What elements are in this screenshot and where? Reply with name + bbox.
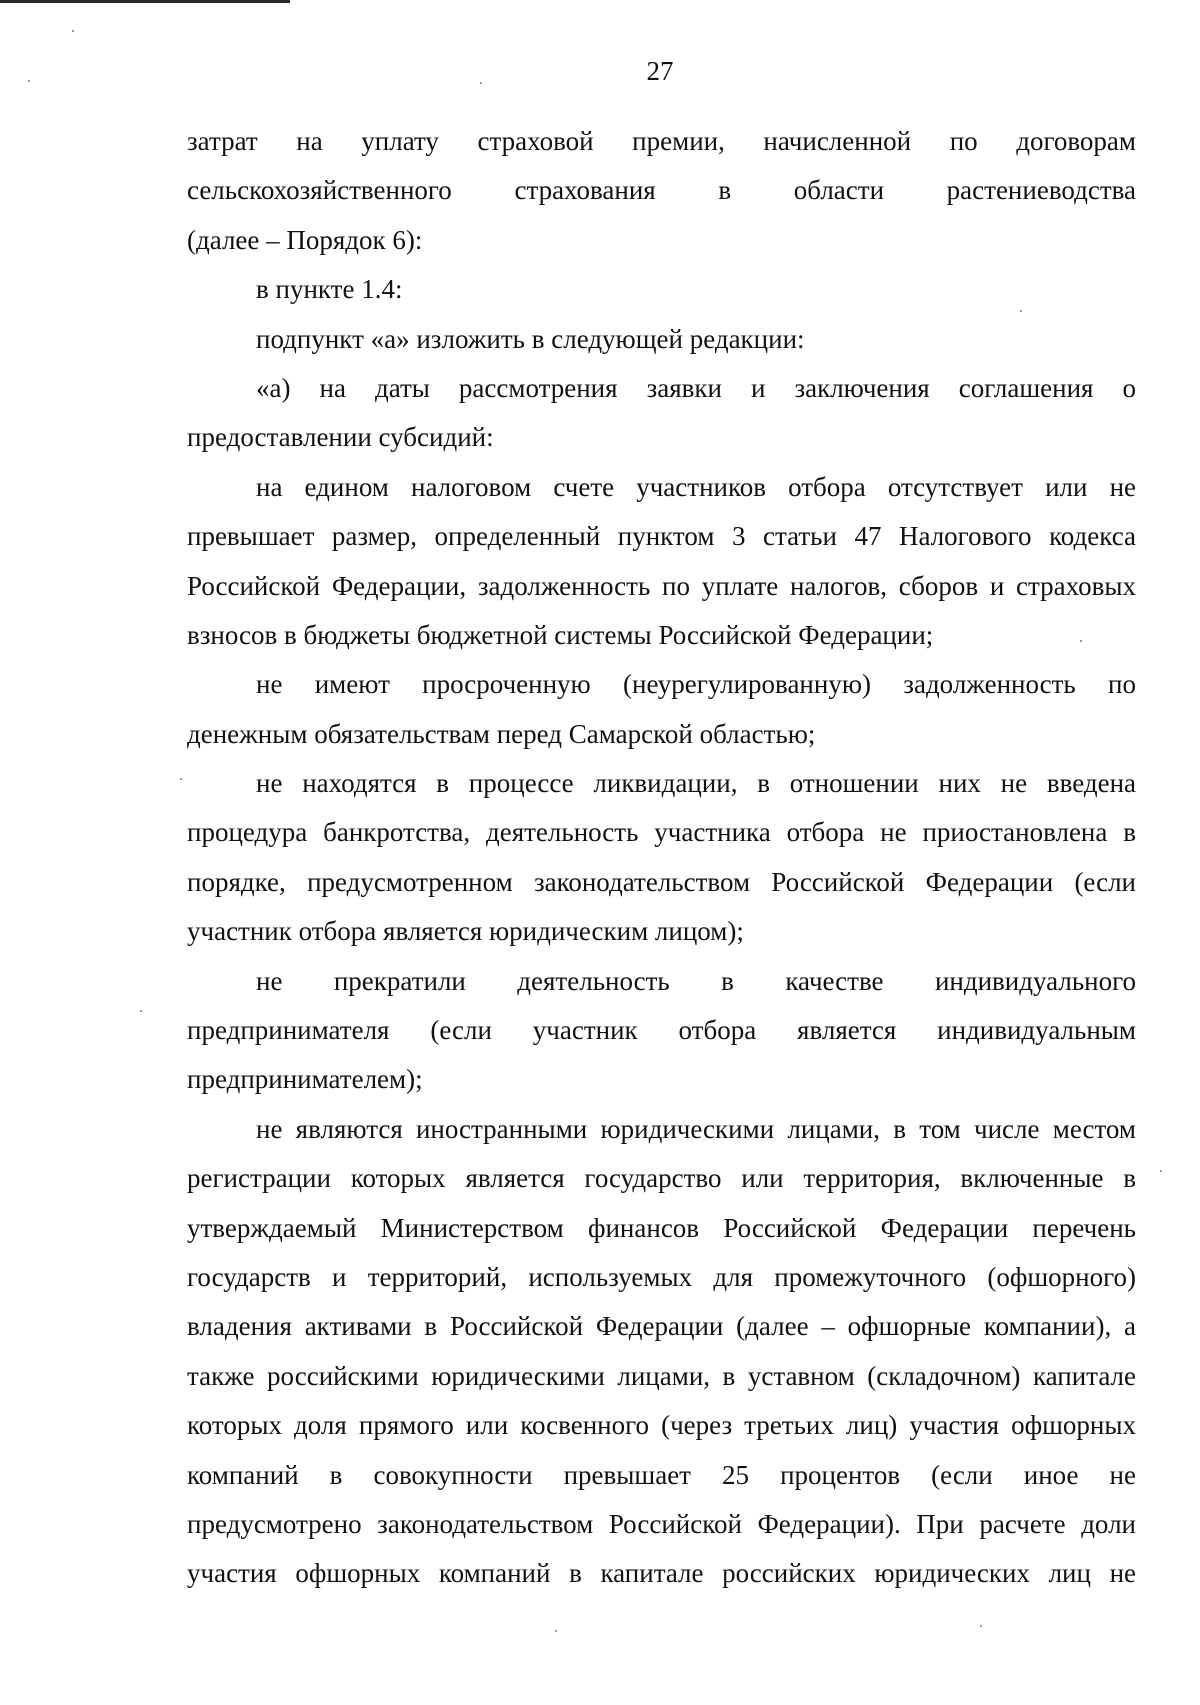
scan-speck <box>555 1630 557 1632</box>
text-line: взносов в бюджеты бюджетной системы Российской Федерации; <box>187 619 934 650</box>
text-line: компаний в совокупности превышает 25 процентов (если иное не <box>187 1459 1136 1490</box>
text-line: Российской Федерации, задолженность по уплате налогов, сборов и страховых <box>187 570 1136 601</box>
text-line: предоставлении субсидий: <box>187 422 494 453</box>
text-line: (далее – Порядок 6): <box>187 224 423 255</box>
scan-speck <box>72 30 74 32</box>
scan-border <box>0 0 290 3</box>
text-line: регистрации которых является государство или территория, включенные в <box>187 1163 1136 1194</box>
text-line: предусмотрено законодательством Российской Федерации). При расчете доли <box>187 1508 1136 1539</box>
text-line: предпринимателем); <box>187 1064 423 1095</box>
scan-speck <box>1020 310 1022 312</box>
text-line: превышает размер, определенный пунктом 3 статьи 47 Налогового кодекса <box>187 521 1136 552</box>
text-line: на едином налоговом счете участников отбора отсутствует или не <box>256 471 1136 502</box>
text-line: процедура банкротства, деятельность участника отбора не приостановлена в <box>187 817 1136 848</box>
text-line: порядке, предусмотренном законодательством Российской Федерации (если <box>187 866 1136 897</box>
text-line: предпринимателя (если участник отбора является индивидуальным <box>187 1015 1136 1046</box>
text-line: в пункте 1.4: <box>256 274 403 305</box>
text-line: государств и территорий, используемых для промежуточного (офшорного) <box>187 1261 1136 1292</box>
page-number: 27 <box>646 56 674 86</box>
text-line: «а) на даты рассмотрения заявки и заключения соглашения о <box>256 372 1136 403</box>
text-line: сельскохозяйственного страхования в области растениеводства <box>187 175 1136 206</box>
text-line: не прекратили деятельность в качестве индивидуального <box>256 965 1136 996</box>
text-line: также российскими юридическими лицами, в уставном (складочном) капитале <box>187 1360 1136 1391</box>
text-line: участия офшорных компаний в капитале российских юридических лиц не <box>187 1558 1136 1589</box>
text-line: не находятся в процессе ликвидации, в отношении них не введена <box>256 768 1136 799</box>
text-line: денежным обязательствам перед Самарской областью; <box>187 718 816 749</box>
scan-speck <box>1080 640 1082 642</box>
text-line: затрат на уплату страховой премии, начисленной по договорам <box>187 126 1136 156</box>
text-line: утверждаемый Министерством финансов Российской Федерации перечень <box>187 1212 1136 1243</box>
scan-speck <box>180 778 182 780</box>
text-line: которых доля прямого или косвенного (через третьих лиц) участия офшорных <box>187 1410 1136 1441</box>
scan-speck <box>480 82 482 84</box>
text-line: владения активами в Российской Федерации (далее – офшорные компании), а <box>187 1311 1136 1342</box>
text-line: не являются иностранными юридическими лицами, в том числе местом <box>256 1113 1136 1144</box>
scan-speck <box>980 1625 982 1627</box>
document-body <box>187 117 1136 1599</box>
text-line: подпункт «а» изложить в следующей редакции: <box>256 323 805 354</box>
scan-speck <box>140 1010 142 1012</box>
text-line: не имеют просроченную (неурегулированную) задолженность по <box>256 669 1136 700</box>
scan-speck <box>1160 1170 1162 1172</box>
scan-speck <box>28 80 30 82</box>
text-line: участник отбора является юридическим лицом); <box>187 916 744 947</box>
